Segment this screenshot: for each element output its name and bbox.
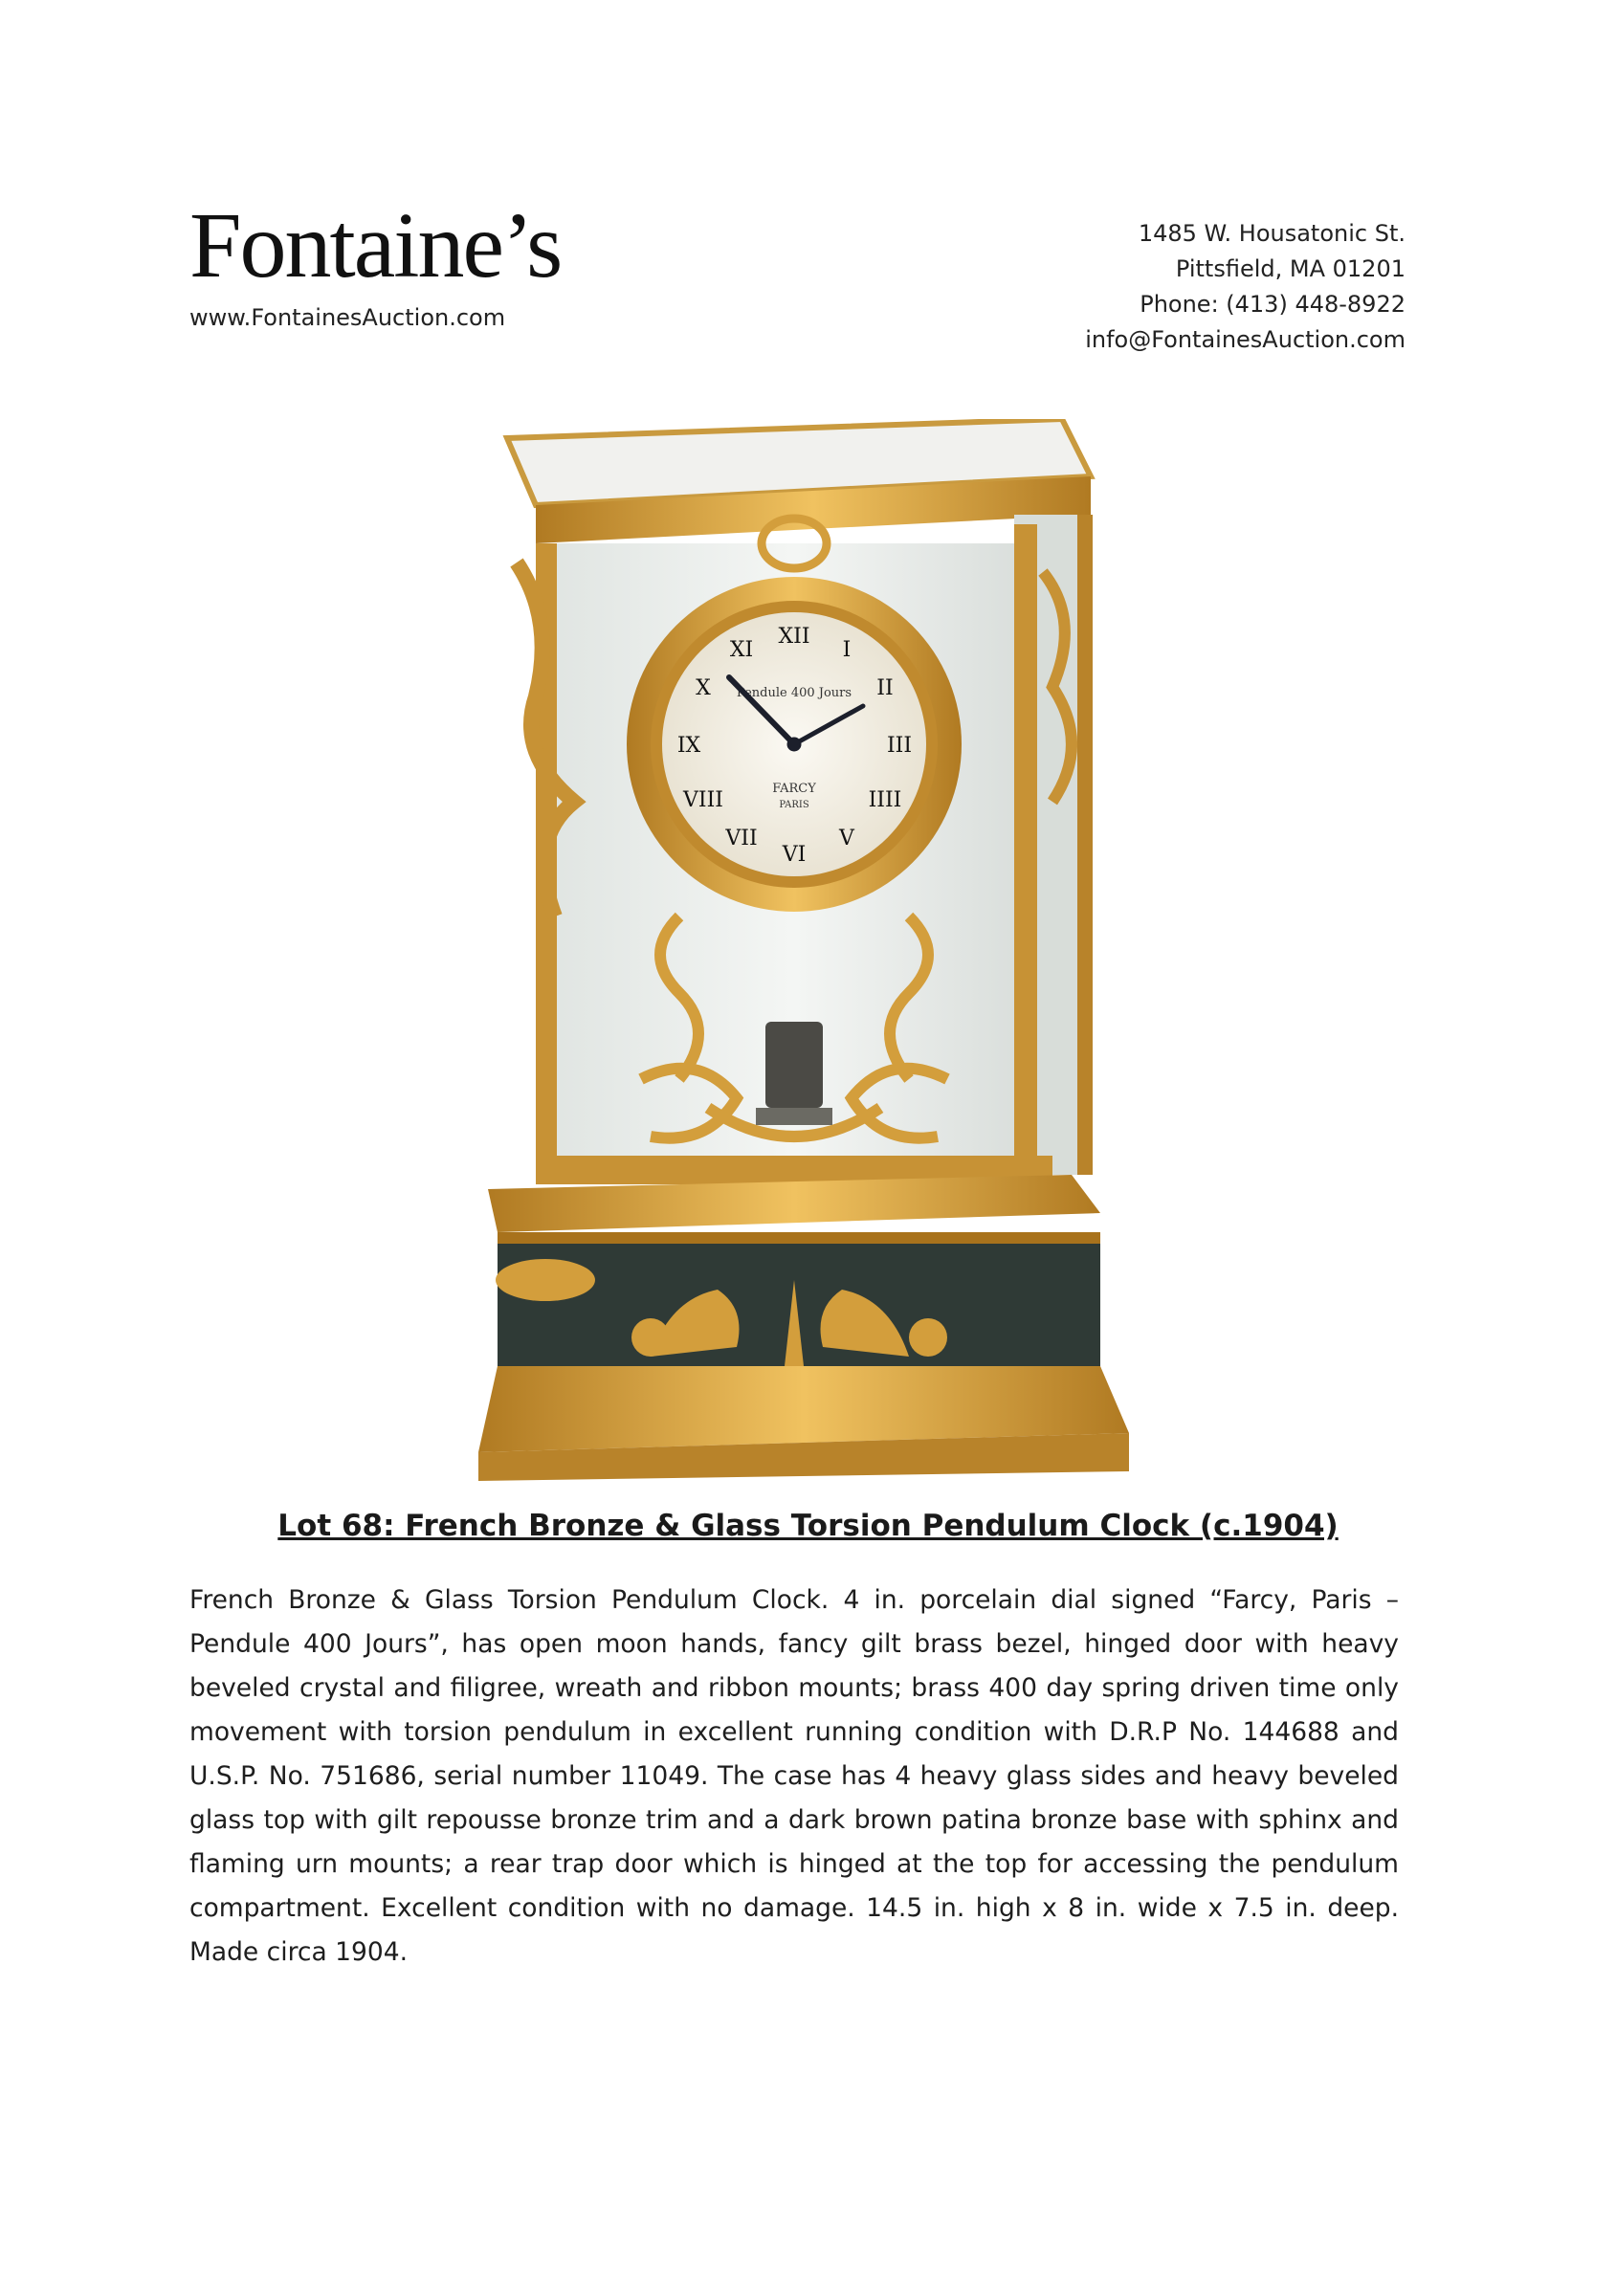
numeral-vi: VI xyxy=(782,843,807,867)
top-cap xyxy=(507,419,1091,543)
contact-address xyxy=(1085,216,1406,358)
dial-maker: FARCY xyxy=(772,782,816,796)
numeral-xi: XI xyxy=(729,638,754,662)
numeral-ii: II xyxy=(876,676,894,700)
lot-description: French Bronze & Glass Torsion Pendulum Clock. 4 in. porcelain dial signed “Farcy, Paris – Pendule 400 Jours”, has open moon hands, fancy gilt brass bezel, hinged door with heavy beveled crystal and filigree, wreath and ribbon mounts; brass 400 day spring driven time only movement with torsion pendulum in excellent running condition with D.R.P No. 144688 and U.S.P. No. 751686, serial number 11049. The case has 4 heavy glass sides and heavy beveled glass top with gilt repousse bronze trim and a dark brown patina bronze base with sphinx and flaming urn mounts; a rear trap door which is hinged at the top for accessing the pendulum compartment. Excellent condition with no damage. 14.5 in. high x 8 in. wide x 7.5 in. deep. Made circa 1904. xyxy=(189,1585,1399,1967)
clock-photo xyxy=(478,419,1129,1481)
dial-signature: Pendule 400 Jours xyxy=(736,686,852,700)
address-phone: Phone: (413) 448-8922 xyxy=(1140,291,1406,318)
numeral-ix: IX xyxy=(676,734,701,758)
clock-dial xyxy=(627,577,962,912)
website-link[interactable]: www.FontainesAuction.com xyxy=(189,304,506,331)
numeral-iii: III xyxy=(886,734,913,758)
address-city: Pittsfield, MA 01201 xyxy=(1175,255,1406,282)
lot-title: Lot 68: French Bronze & Glass Torsion Pendulum Clock (c.1904) xyxy=(277,1509,1339,1543)
address-street: 1485 W. Housatonic St. xyxy=(1138,220,1406,247)
numeral-xii: XII xyxy=(778,625,810,649)
numeral-x: X xyxy=(696,676,711,700)
numeral-v: V xyxy=(839,827,854,850)
numeral-i: I xyxy=(842,638,852,662)
dial-city: PARIS xyxy=(779,800,809,810)
numeral-viii: VIII xyxy=(683,788,723,812)
numeral-iiii: IIII xyxy=(868,788,902,812)
clock-base xyxy=(478,1175,1129,1481)
torsion-pendulum xyxy=(756,1022,832,1125)
address-email[interactable]: info@FontainesAuction.com xyxy=(1085,326,1406,353)
brand-logo: Fontaine’s xyxy=(189,194,562,298)
numeral-vii: VII xyxy=(725,827,758,850)
